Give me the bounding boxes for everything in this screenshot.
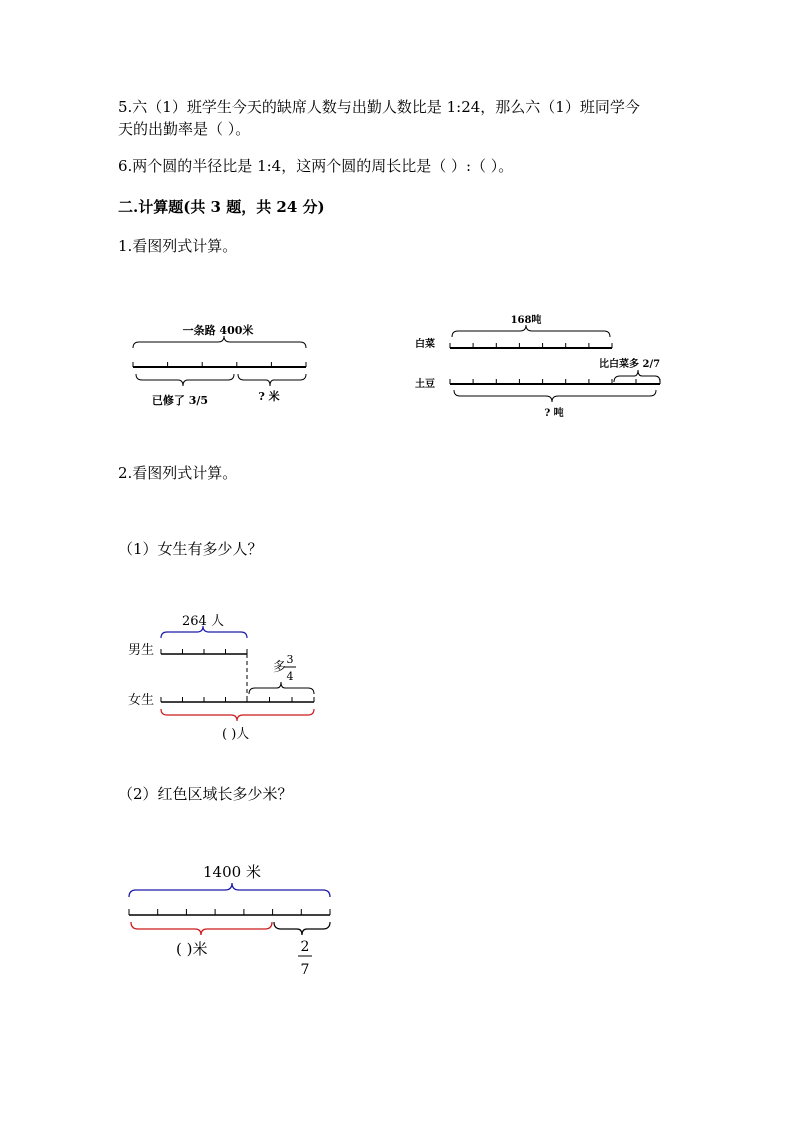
road-remaining-label: ? 米 [258,390,280,403]
road-diagram [128,318,318,418]
question-5-line-2: 天的出勤率是（ ）。 [118,120,251,138]
subquestion-2-title: （2）红色区域长多少米？ [118,785,293,803]
problem-2-title: 2.看图列式计算。 [118,464,238,482]
road-repaired-label: 已修了 3/5 [151,394,209,407]
road-total-brace [133,336,306,348]
subquestion-1-title: （1）女生有多少人？ [118,540,263,558]
girls-label: 女生 [128,693,155,708]
region-total-brace [129,883,330,897]
red-region-brace [131,922,272,935]
cabbage-potato-diagram [410,310,680,420]
girls-answer-label: ( )人 [222,727,250,742]
cabbage-label: 白菜 [415,339,435,350]
girls-brace [161,709,314,721]
region-ticks [129,909,330,915]
boys-label: 男生 [128,643,155,658]
road-total-label: 一条路 400米 [182,324,254,337]
more-fraction-denominator: 4 [286,670,294,683]
potato-total-brace [454,390,656,402]
more-prefix: 多 [273,660,287,675]
question-5-line-1: 5.六（1）班学生今天的缺席人数与出勤人数比是 1:24，那么六（1）班同学今 [118,98,640,116]
extra-brace [614,370,660,382]
more-fraction-numerator: 3 [286,653,294,666]
cabbage-total-brace [452,325,610,337]
boys-count-label: 264 人 [182,614,224,629]
section-heading: 二.计算题(共 3 题，共 24 分) [118,198,325,216]
students-diagram [118,605,338,745]
cabbage-total-label: 168吨 [510,315,542,326]
region-diagram [118,855,348,985]
road-repaired-brace [136,374,234,386]
more-than-cabbage-label: 比白菜多 2/7 [599,359,661,370]
region-fraction-numerator: 2 [300,939,310,955]
question-6: 6.两个圆的半径比是 1:4，这两个圆的周长比是（ ）:（ ）。 [118,157,514,175]
problem-1-title: 1.看图列式计算。 [118,237,238,255]
potato-total-label: ? 吨 [544,408,564,419]
region-fraction-denominator: 7 [300,962,310,978]
region-total-label: 1400 米 [203,863,261,881]
red-region-answer-label: ( )米 [176,940,208,958]
potato-label: 土豆 [415,379,435,390]
extra-girls-brace [249,682,314,694]
road-remaining-brace [238,374,306,386]
remaining-brace [274,922,330,935]
